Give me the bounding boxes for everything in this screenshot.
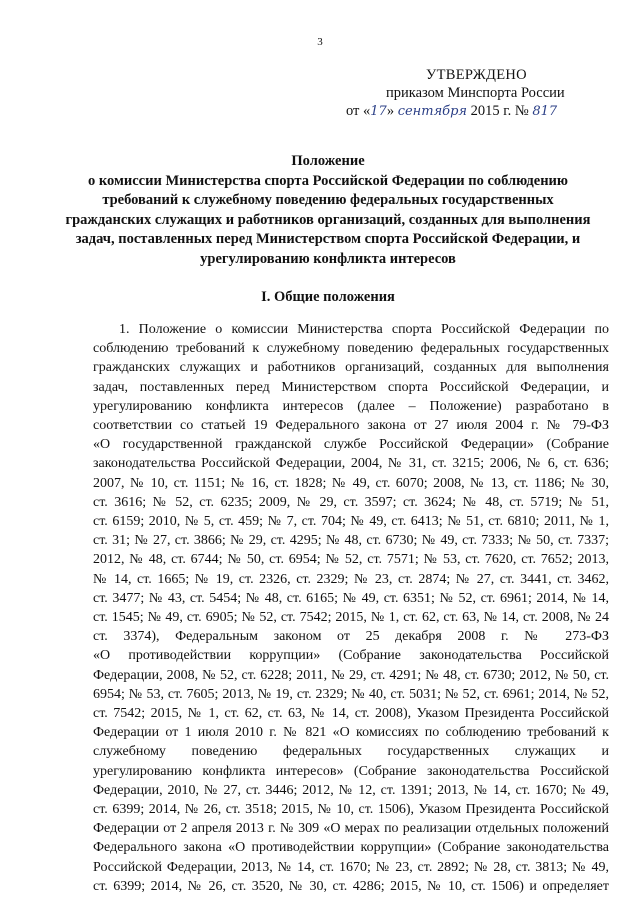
- title-line: гражданских служащих и работников организаций, созданных для выполнения: [65, 211, 591, 228]
- body-line: гражданских служащих и работников организаций, созданных для выполнения: [93, 360, 609, 376]
- title-line: требований к служебному поведению федеральных государственных: [102, 192, 554, 208]
- body-line: ст. 7542; 2015, № 1, ст. 62, ст. 63, № 14, ст. 2008), Указом Президента Российской: [93, 706, 609, 722]
- body-line: соблюдению требований к служебному поведению федеральных государственных: [93, 341, 609, 357]
- date-mid: »: [386, 103, 398, 119]
- body-line: ст. 3477; № 43, ст. 5454; № 48, ст. 6165; № 49, ст. 6351; № 52, ст. 6961; 2014, № 14,: [93, 590, 609, 606]
- body-line: урегулированию конфликта интересов» (Собрание законодательства Российской: [93, 763, 609, 779]
- body-line: Федерации от 1 июля 2010 г. № 821 «О комиссиях по соблюдению требований к: [93, 725, 609, 741]
- body-line: № 14, ст. 1665; № 19, ст. 2326, ст. 2329; № 23, ст. 2874; № 27, ст. 3441, ст. 3462,: [93, 571, 609, 587]
- title-line: урегулированию конфликта интересов: [200, 250, 456, 267]
- body-line: Федерации, 2008, № 52, ст. 6228; 2011, № 29, ст. 4291; № 48, ст. 6730; 2012, № 50, ст.: [93, 667, 609, 683]
- body-line: Российской Федерации, 2013, № 14, ст. 1670; № 23, ст. 2892; № 28, ст. 3813; № 49,: [93, 859, 609, 875]
- body-line: урегулированию конфликта интересов (далее – Положение) разработано в: [93, 398, 609, 414]
- body-line: «О противодействии коррупции» (Собрание законодательства Российской: [93, 648, 609, 664]
- body-line: 2012, № 48, ст. 6744; № 50, ст. 6954; № 52, ст. 7571; № 53, ст. 7620, ст. 7652; 2013,: [93, 552, 609, 568]
- approved-label: УТВЕРЖДЕНО: [426, 67, 527, 83]
- body-line: Федерального закона «О противодействии коррупции» (Собрание законодательства: [93, 840, 609, 856]
- body-line: соответствии со статьей 19 Федерального закона от 27 июля 2004 г. № 79-ФЗ: [93, 418, 609, 434]
- title-line: Положение: [291, 153, 365, 169]
- section-heading: I. Общие положения: [261, 289, 395, 305]
- date-year: 2015 г. №: [467, 103, 533, 119]
- body-line: ст. 3374), Федеральным законом от 25 декабря 2008 г. № 273-ФЗ: [93, 629, 609, 645]
- body-line: ст. 6159; 2010, № 5, ст. 459; № 7, ст. 704; № 49, ст. 6413; № 51, ст. 6810; 2011, № 1,: [93, 514, 609, 530]
- body-line: ст. 31; № 27, ст. 3866; № 29, ст. 4295; № 48, ст. 6730; № 49, ст. 7333; № 50, ст. 7337;: [93, 533, 609, 549]
- approved-by-order: приказом Минспорта России: [386, 85, 565, 101]
- body-line: ст. 1545; № 49, ст. 6905; № 52, ст. 7542; 2015, № 1, ст. 62, ст. 63, № 14, ст. 2008, № 24: [93, 610, 609, 626]
- title-line: задач, поставленных перед Министерством спорта Российской Федерации, и: [75, 231, 581, 247]
- body-line: 1. Положение о комиссии Министерства спорта Российской Федерации по: [119, 322, 609, 337]
- body-line: задач, поставленных перед Министерством спорта Российской Федерации, и: [93, 379, 609, 395]
- body-line: 6954; № 53, ст. 7605; 2013, № 19, ст. 2329; № 40, ст. 5031; № 52, ст. 6961; 2014, № 52,: [93, 686, 609, 702]
- approval-date-line: [340, 102, 600, 121]
- body-paragraph: [93, 320, 609, 896]
- page-number: 3: [317, 36, 323, 48]
- body-line: законодательства Российской Федерации, 2004, № 31, ст. 3215; 2006, № 6, ст. 636;: [93, 456, 609, 472]
- body-line: ст. 6399; 2014, № 26, ст. 3520, № 30, ст. 4286; 2015, № 10, ст. 1506) и определяет: [93, 878, 609, 894]
- handwritten-order-number: 817: [532, 104, 558, 119]
- document-title: [48, 152, 608, 269]
- date-prefix: от «: [346, 103, 371, 119]
- handwritten-month: сентября: [397, 104, 468, 119]
- body-line: служебному поведению федеральных государственных служащих и: [93, 744, 609, 760]
- body-line: Федерации от 2 апреля 2013 г. № 309 «О мерах по реализации отдельных положений: [93, 821, 609, 837]
- title-line: о комиссии Министерства спорта Российской Федерации по соблюдению: [88, 172, 568, 189]
- body-line: ст. 3616; № 52, ст. 6235; 2009, № 29, ст. 3597; ст. 3624; № 48, ст. 5719; № 51,: [93, 494, 609, 510]
- body-line: ст. 6399; 2014, № 26, ст. 3518; 2015, № 10, ст. 1506), Указом Президента Российской: [93, 802, 609, 818]
- body-line: «О государственной гражданской службе Российской Федерации» (Собрание: [93, 437, 609, 453]
- body-line: Федерации, 2010, № 27, ст. 3446; 2012, № 12, ст. 1391; 2013, № 14, ст. 1670; № 49,: [93, 782, 609, 798]
- handwritten-day: 17: [370, 104, 387, 119]
- body-line: 2007, № 10, ст. 1151; № 16, ст. 1828; № 49, ст. 6070; 2008, № 13, ст. 1186; № 30,: [93, 475, 609, 491]
- approval-stamp: [340, 66, 600, 121]
